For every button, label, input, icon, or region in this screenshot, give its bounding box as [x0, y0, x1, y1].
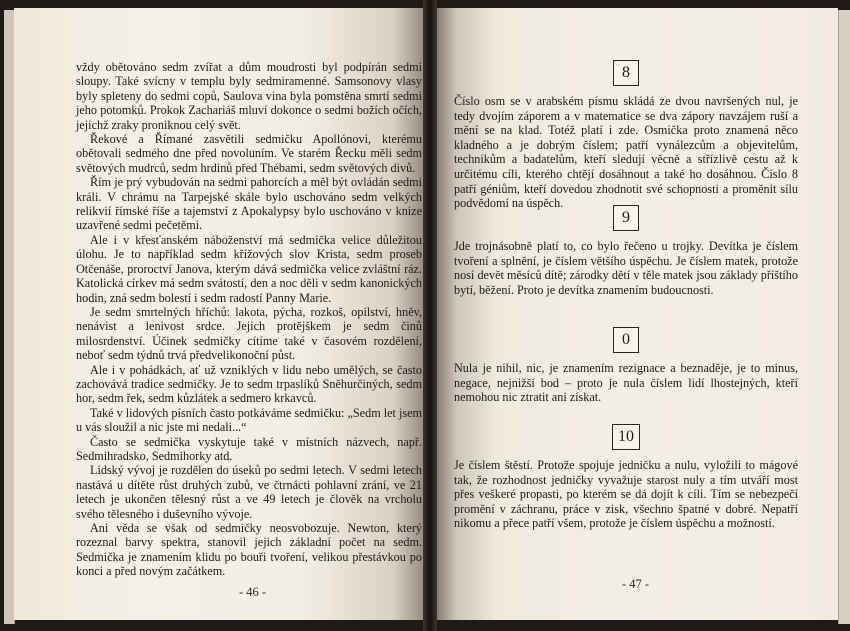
number-box: 10	[612, 424, 640, 450]
paragraph: Ale i v pohádkách, ať už vzniklých v lidu nebo umělých, se často zachovává tradice sedmičky. Je to sedm trpaslíků Sněhurčiných, sedm hor, sedm řek, sedm kůzlátek a sedmero krkavců.	[76, 362, 422, 406]
paragraph: Také v lidových písních často potkáváme sedmičku: „Sedm let jsem u vás sloužil a nic jste mi nedali...“	[76, 405, 422, 435]
paragraph: Často se sedmička vyskytuje také v místních názvech, např. Sedmihradsko, Sedmihorky atd.	[76, 434, 422, 463]
section-text: Je číslem štěstí. Protože spojuje jedničku a nulu, vyložili to mágové tak, že rozhodnost jedničky vyvažuje starost nuly a tím utváří most přes veškeré propasti, po kterém se dá dojít k cíli. Tím se nebezpečí promění v záchranu, práce v zisk, všechno špatné v dobré. Nepatří nikomu a přece patří všem, protože je číslem úspěchu a možností.	[454, 458, 798, 531]
page-number-right: - 47 -	[622, 577, 650, 591]
number-section-0	[454, 327, 798, 405]
number-section-9	[454, 205, 798, 297]
number-section-8	[454, 60, 798, 211]
number-box: 0	[613, 327, 639, 353]
paragraph: Řekové a Římané zasvětili sedmičku Apollónovi, kterému obětovali sedmého dne před novoluním. Ve starém Řecku měli sedm světových mudrců, sedm hrdinů před Thébami, sedm světových divů.	[76, 132, 422, 175]
paragraph: vždy obětováno sedm zvířat a dům moudrosti byl podpírán sedmi sloupy. Také svícny v templu byly sedmiramenné. Samsonovy vlasy byly spleteny do sedmi copů, Saulova vina byla pomstěna smrtí sedmi jeho potomků. Prokok Zachariáš mluví dokonce o sedmi božích očích, jejichž zraky proniknou celý svět.	[76, 60, 422, 132]
paragraph: Ani věda se však od sedmičky neosvobozuje. Newton, který rozeznal barvy spektra, stanovil jejich základní počet na sedm. Sedmička je znamením klidu po bouři tvoření, velikou přestávkou po konci a před novým začátkem.	[76, 521, 422, 579]
paragraph: Ale i v křesťanském náboženství má sedmička velice důležitou úlohu. Je to například sedm křížových slov Krista, sedm proseb Otčenáše, proroctví Janova, kterým dává sedmička velice zvláštní ráz. Katolická církev má sedm svátostí, den a noc děli v sedm kanonických hodin, zná sedm bolestí i sedm radostí Panny Marie.	[76, 232, 422, 305]
paragraph: Lidský vývoj je rozdělen do úseků po sedmi letech. V sedmi letech nastává u dítěte růst druhých zubů, ve čtrnácti pohlavní zrání, ve 21 letech je ukončen tělesný růst a ve 49 letech je člověk na vrcholu svého tělesného i duševního vývoje.	[76, 463, 422, 521]
section-text: Jde trojnásobně platí to, co bylo řečeno u trojky. Devítka je číslem tvoření a splnění, je číslem většího úspěchu. Je číslem matek, protože nosí devět měsíců dítě; zárodky dětí v těle matek jsou základy příštího bytí, běžení. Proto je devítka znamením budoucnosti.	[454, 239, 798, 297]
section-text: Číslo osm se v arabském písmu skládá ze dvou navršených nul, je tedy dvojím záporem a v matematice se dva zápory navzájem ruší a mění se na klad. Totéž platí i zde. Osmička proto znamená něco kladného a je dobrým číslem; patří vynálezcům a objevitelům, technikům a badatelům, kteří sledují věcně a střízlivě cestu až k určitému cíli, kterého chtějí dosáhnout a také ho dosáhnou. Číslo 8 patří géniům, kteří dovedou zhodnotit své schopnosti a proměnit sílu podvědomí na úspěch.	[454, 94, 798, 211]
page-number-left: - 46 -	[239, 585, 267, 599]
right-page-edges	[838, 10, 850, 624]
paragraph: Řím je prý vybudován na sedmi pahorcích a měl být ovládán sedmi králi. V chrámu na Tarpejské skále bylo uschováno sedm velkých relikvií římské říše a tajemství z Apokalypsy bylo uschováno v knize uzavřené sedmi pečetěmi.	[76, 175, 422, 233]
number-box: 9	[613, 205, 639, 231]
left-page-body	[76, 60, 422, 579]
paragraph: Je sedm smrtelných hříchů: lakota, pýcha, rozkoš, opilství, hněv, nenávist a lenivost srdce. Jejich protějškem je sedm činů milosrdenství. Účinek sedmičky cítíme také v časovém rozdělení, neboť sedm týdnů trvá předvelikonoční půst.	[76, 304, 422, 363]
section-text: Nula je nihil, nic, je znamením rezignace a beznaděje, je to minus, negace, nejnižší bod – proto je nula číslem lidí lhostejných, kteří nemohou nic ztratit ani získat.	[454, 361, 798, 405]
book-gutter	[423, 0, 437, 631]
number-box: 8	[613, 60, 639, 86]
number-section-10	[454, 424, 798, 531]
